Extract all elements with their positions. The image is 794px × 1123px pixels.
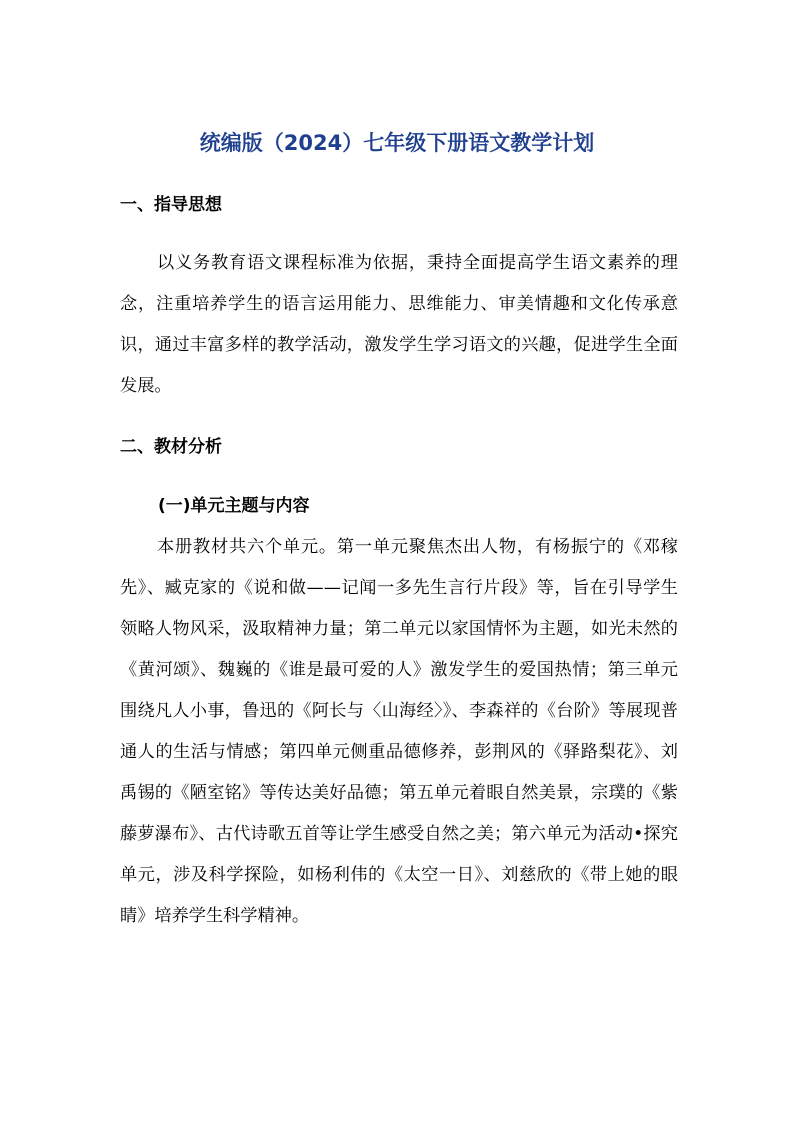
subsection-heading-unit-themes: (一)单元主题与内容 [158,496,310,516]
section-heading-textbook-analysis: 二、教材分析 [120,437,222,457]
document-title: 统编版（2024）七年级下册语文教学计划 [199,131,595,155]
section-heading-guiding-ideology: 一、指导思想 [120,195,222,215]
subsection-paragraph-unit-themes: 本册教材共六个单元。第一单元聚焦杰出人物，有杨振宁的《邓稼先》、臧克家的《说和做——记闻一多先生言行片段》等，旨在引导学生领略人物风采，汲取精神力量；第二单元以家国情怀为主题，如光未然的《黄河颂》、魏巍的《谁是最可爱的人》激发学生的爱国热情；第三单元围绕凡人小事，鲁迅的《阿长与〈山海经〉》、李森祥的《台阶》等展现普通人的生活与情感；第四单元侧重品德修养，彭荆风的《驿路梨花》、刘禹锡的《陋室铭》等传达美好品德；第五单元着眼自然美景，宗璞的《紫藤萝瀑布》、古代诗歌五首等让学生感受自然之美；第六单元为活动•探究单元，涉及科学探险，如杨利伟的《太空一日》、刘慈欣的《带上她的眼睛》培养学生科学精神。 [120,537,678,926]
section-paragraph-guiding-ideology: 以义务教育语文课程标准为依据，秉持全面提高学生语文素养的理念，注重培养学生的语言运用能力、思维能力、审美情趣和文化传承意识，通过丰富多样的教学活动，激发学生学习语文的兴趣，促进学生全面发展。 [120,253,678,396]
